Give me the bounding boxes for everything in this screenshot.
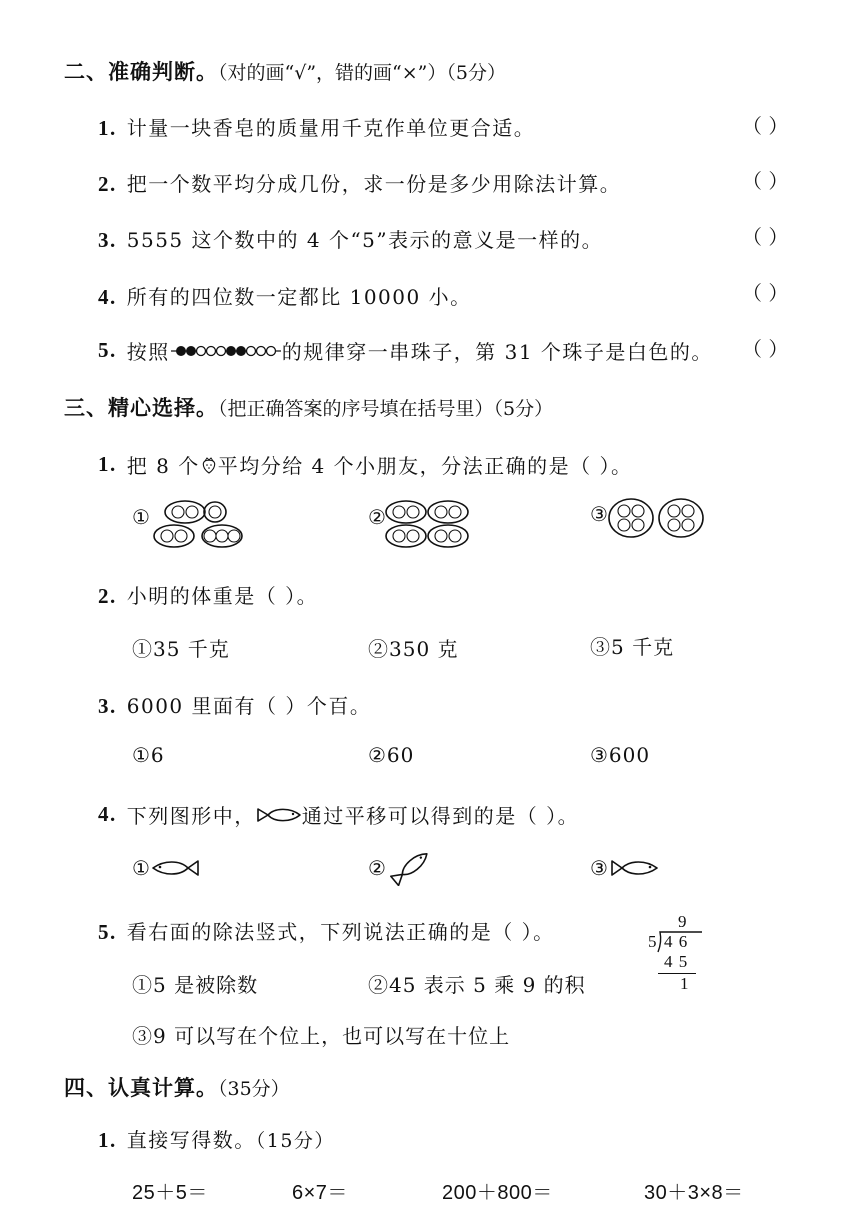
calc-expression-4[interactable]: 30＋3×8＝	[644, 1182, 744, 1204]
q5-option-3[interactable]: ③9 可以写在个位上，也可以写在十位上	[132, 1024, 511, 1048]
item-text-before: 按照	[126, 340, 170, 364]
answer-paren-4[interactable]: （ ）	[742, 281, 789, 305]
calc-expression-1[interactable]: 25＋5＝	[132, 1182, 208, 1204]
judge-item-4	[98, 281, 472, 310]
question-text: 6000 里面有（ ）个百。	[126, 694, 372, 718]
section-4-note: （35分）	[218, 1078, 290, 1100]
question-text: 小明的体重是（ ）。	[126, 584, 319, 608]
item-number: 2.	[98, 584, 117, 608]
q3-option-2[interactable]: ②60	[368, 743, 415, 767]
bead-string-icon	[171, 341, 281, 361]
answer-paren-1[interactable]: （ ）	[742, 114, 789, 138]
item-number: 3.	[98, 228, 117, 252]
item-text: 所有的四位数一定都比 10000 小。	[126, 285, 472, 309]
section-2-title: 二、准确判断。	[64, 59, 218, 84]
division-quotient: 9	[678, 912, 687, 931]
q3-option-3[interactable]: ③600	[590, 743, 651, 767]
q4-option-3-label[interactable]: ③	[590, 856, 609, 880]
answer-paren-2[interactable]: （ ）	[742, 169, 789, 193]
choice-question-2	[98, 580, 318, 609]
question-text: 看右面的除法竖式，下列说法正确的是（ ）。	[126, 920, 555, 944]
judge-item-3	[98, 224, 603, 253]
q1-option-3-strawberry-groups	[606, 496, 706, 544]
q4-option-1-fish-reversed-icon	[150, 857, 200, 879]
item-number: 5.	[98, 920, 117, 944]
q1-option-2-label[interactable]: ②	[368, 505, 387, 529]
q5-option-1[interactable]: ①5 是被除数	[132, 973, 259, 997]
section-3-note: （把正确答案的序号填在括号里）（5分）	[218, 398, 554, 420]
item-number: 4.	[98, 285, 117, 309]
item-text: 把一个数平均分成几份，求一份是多少用除法计算。	[126, 172, 622, 196]
item-number: 1.	[98, 116, 117, 140]
section-3-title: 三、精心选择。	[64, 395, 218, 420]
q4-option-2-label[interactable]: ②	[368, 856, 387, 880]
division-product: 4 5	[664, 952, 689, 971]
item-number: 3.	[98, 694, 117, 718]
item-number: 2.	[98, 172, 117, 196]
calc-subsection-1	[98, 1124, 335, 1153]
item-number: 5.	[98, 338, 117, 362]
q1-option-2-strawberry-groups	[384, 496, 474, 552]
section-2-note: （对的画“√”，错的画“×”）（5分）	[218, 62, 506, 84]
judge-item-1	[98, 112, 535, 141]
q4-option-2-fish-rotated-icon	[388, 850, 432, 886]
choice-question-1	[98, 450, 633, 479]
section-2-heading	[64, 56, 506, 86]
q4-option-1-label[interactable]: ①	[132, 856, 151, 880]
calc-expression-2[interactable]: 6×7＝	[292, 1182, 348, 1204]
question-text-before: 把 8 个	[126, 454, 200, 478]
item-number: 1.	[98, 452, 117, 476]
choice-question-5	[98, 916, 555, 945]
strawberry-icon	[201, 456, 217, 474]
answer-paren-3[interactable]: （ ）	[742, 225, 789, 249]
q2-option-2[interactable]: ②350 克	[368, 637, 459, 661]
division-divisor: 5	[648, 932, 657, 951]
q2-option-1[interactable]: ①35 千克	[132, 637, 230, 661]
answer-paren-5[interactable]: （ ）	[742, 337, 789, 361]
section-3-heading	[64, 392, 553, 422]
item-number: 1.	[98, 1128, 117, 1152]
q4-option-3-fish-icon	[610, 857, 660, 879]
choice-question-3	[98, 690, 371, 719]
fish-icon	[256, 806, 302, 824]
question-text-before: 下列图形中，	[126, 804, 256, 828]
division-dividend: 4 6	[664, 932, 689, 951]
calc-expression-3[interactable]: 200＋800＝	[442, 1182, 553, 1204]
division-rule	[658, 973, 696, 974]
choice-question-4	[98, 800, 579, 829]
item-number: 4.	[98, 802, 117, 826]
question-text-after: 平均分给 4 个小朋友，分法正确的是（ ）。	[217, 454, 633, 478]
judge-item-5	[98, 336, 713, 365]
q1-option-1-strawberry-groups	[150, 496, 250, 552]
subsection-note: （15分）	[255, 1130, 335, 1152]
q5-option-2[interactable]: ②45 表示 5 乘 9 的积	[368, 973, 586, 997]
q1-option-1-label[interactable]: ①	[132, 505, 151, 529]
judge-item-2	[98, 168, 621, 197]
section-4-title: 四、认真计算。	[64, 1075, 218, 1100]
item-text: 5555 这个数中的 4 个“5”表示的意义是一样的。	[126, 228, 604, 252]
q1-option-3-label[interactable]: ③	[590, 502, 609, 526]
q2-option-3[interactable]: ③5 千克	[590, 635, 675, 659]
item-text: 计量一块香皂的质量用千克作单位更合适。	[126, 116, 536, 140]
q3-option-1[interactable]: ①6	[132, 743, 165, 767]
subsection-text: 直接写得数。	[126, 1128, 256, 1152]
item-text-after: 的规律穿一串珠子，第 31 个珠子是白色的。	[281, 340, 713, 364]
question-text-after: 通过平移可以得到的是（ ）。	[301, 804, 580, 828]
section-4-heading	[64, 1072, 290, 1102]
division-remainder: 1	[680, 974, 689, 993]
long-division	[648, 912, 708, 996]
